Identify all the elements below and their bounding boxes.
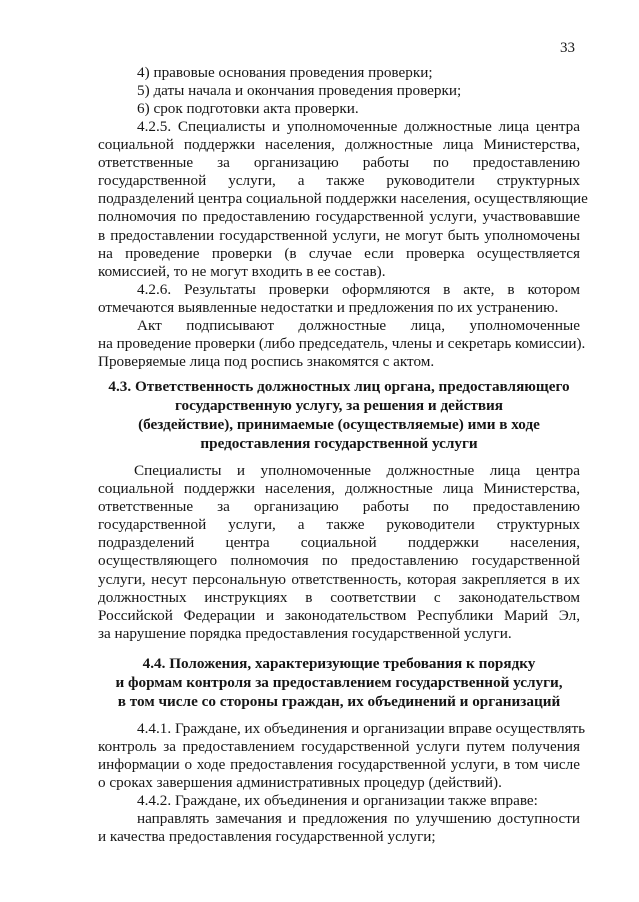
paragraph-line: Специалисты и уполномоченные должностные лица центра [134, 462, 580, 479]
heading-line: 4.4. Положения, характеризующие требования к порядку [142, 655, 536, 672]
paragraph-line: отмечаются выявленные недостатки и предложения по их устранению. [98, 299, 559, 317]
paragraph-line: направлять замечания и предложения по улучшению доступности [137, 810, 580, 827]
paragraph-line: Проверяемые лица под роспись знакомятся с актом. [98, 353, 435, 371]
paragraph-line: на проведение проверки (либо председатель, члены и секретарь комиссии). [98, 335, 586, 353]
paragraph-line: социальной поддержки населения, должностные лица Министерства, [98, 136, 580, 154]
paragraph-line: ответственные за организацию работы по предоставлению [98, 154, 580, 172]
list-item: 6) срок подготовки акта проверки. [137, 100, 359, 118]
section-heading-4-4 [98, 654, 580, 711]
heading-line: и формам контроля за предоставлением государственной услуги, [115, 674, 563, 691]
paragraph-line: и качества предоставления государственной услуги; [98, 828, 436, 846]
paragraph-4-2-5 [98, 118, 588, 281]
paragraph-line: 4.2.6. Результаты проверки оформляются в акте, в котором [137, 281, 580, 298]
paragraph-line: Акт подписывают должностные лица, уполномоченные [137, 317, 580, 334]
paragraph-line: комиссией, то не могут входить в ее состав). [98, 262, 386, 280]
list-item: 5) даты начала и окончания проведения проверки; [137, 82, 462, 100]
list-block [98, 64, 580, 118]
heading-line: 4.3. Ответственность должностных лиц органа, предоставляющего [108, 378, 570, 395]
heading-line: предоставления государственной услуги [200, 435, 478, 452]
paragraph-line: контроль за предоставлением государственной услуги путем получения [98, 738, 580, 756]
paragraph-line: государственной услуги, а также руководители структурных [98, 516, 580, 534]
paragraph-line: полномочия по предоставлению государственной услуги, участвовавшие [98, 208, 580, 226]
heading-line: государственную услугу, за решения и действия [174, 397, 504, 414]
paragraph-line: 4.4.1. Граждане, их объединения и организации вправе осуществлять [137, 720, 586, 737]
paragraph-line: осуществляющего полномочия по предоставлению государственной [98, 552, 580, 570]
paragraph-line: подразделений центра социальной поддержки населения, осуществляющие [98, 190, 588, 208]
paragraph-4-4-1 [98, 720, 586, 792]
paragraph-line: на проведение проверки (в случае если проверка осуществляется [98, 244, 580, 262]
paragraph-line: ответственные за организацию работы по предоставлению [98, 498, 580, 516]
list-item: 4) правовые основания проведения проверки; [137, 64, 433, 81]
paragraph-line: услуги, несут персональную ответственность, которая закрепляется в их [98, 570, 580, 588]
paragraph-akt [98, 317, 586, 371]
paragraph-line: подразделений центра социальной поддержки населения, [98, 534, 580, 552]
paragraph-line: 4.4.2. Граждане, их объединения и организации также вправе: [137, 792, 538, 809]
paragraph-4-4-2 [98, 792, 580, 810]
paragraph-line: социальной поддержки населения, должностные лица Министерства, [98, 480, 580, 498]
paragraph-line: информации о ходе предоставления государственной услуги, в том числе [98, 756, 580, 774]
paragraph-line: должностных инструкциях в соответствии с законодательством [98, 588, 580, 606]
heading-line: (бездействие), принимаемые (осуществляемые) ими в ходе [138, 416, 540, 433]
paragraph-line: в предоставлении государственной услуги, не могут быть уполномочены [98, 226, 580, 244]
paragraph-last [98, 810, 580, 846]
heading-line: в том числе со стороны граждан, их объединений и организаций [117, 693, 561, 710]
paragraph-line: о сроках завершения административных процедур (действий). [98, 774, 502, 792]
paragraph-line: 4.2.5. Специалисты и уполномоченные должностные лица центра [137, 118, 580, 135]
paragraph-4-3 [98, 462, 580, 643]
paragraph-line: Российской Федерации и законодательством Республики Марий Эл, [98, 606, 580, 624]
paragraph-line: государственной услуги, а также руководители структурных [98, 172, 580, 190]
section-heading-4-3 [98, 377, 580, 453]
page-number: 33 [560, 40, 575, 56]
paragraph-4-2-6 [98, 281, 580, 317]
paragraph-line: за нарушение порядка предоставления государственной услуги. [98, 624, 512, 642]
